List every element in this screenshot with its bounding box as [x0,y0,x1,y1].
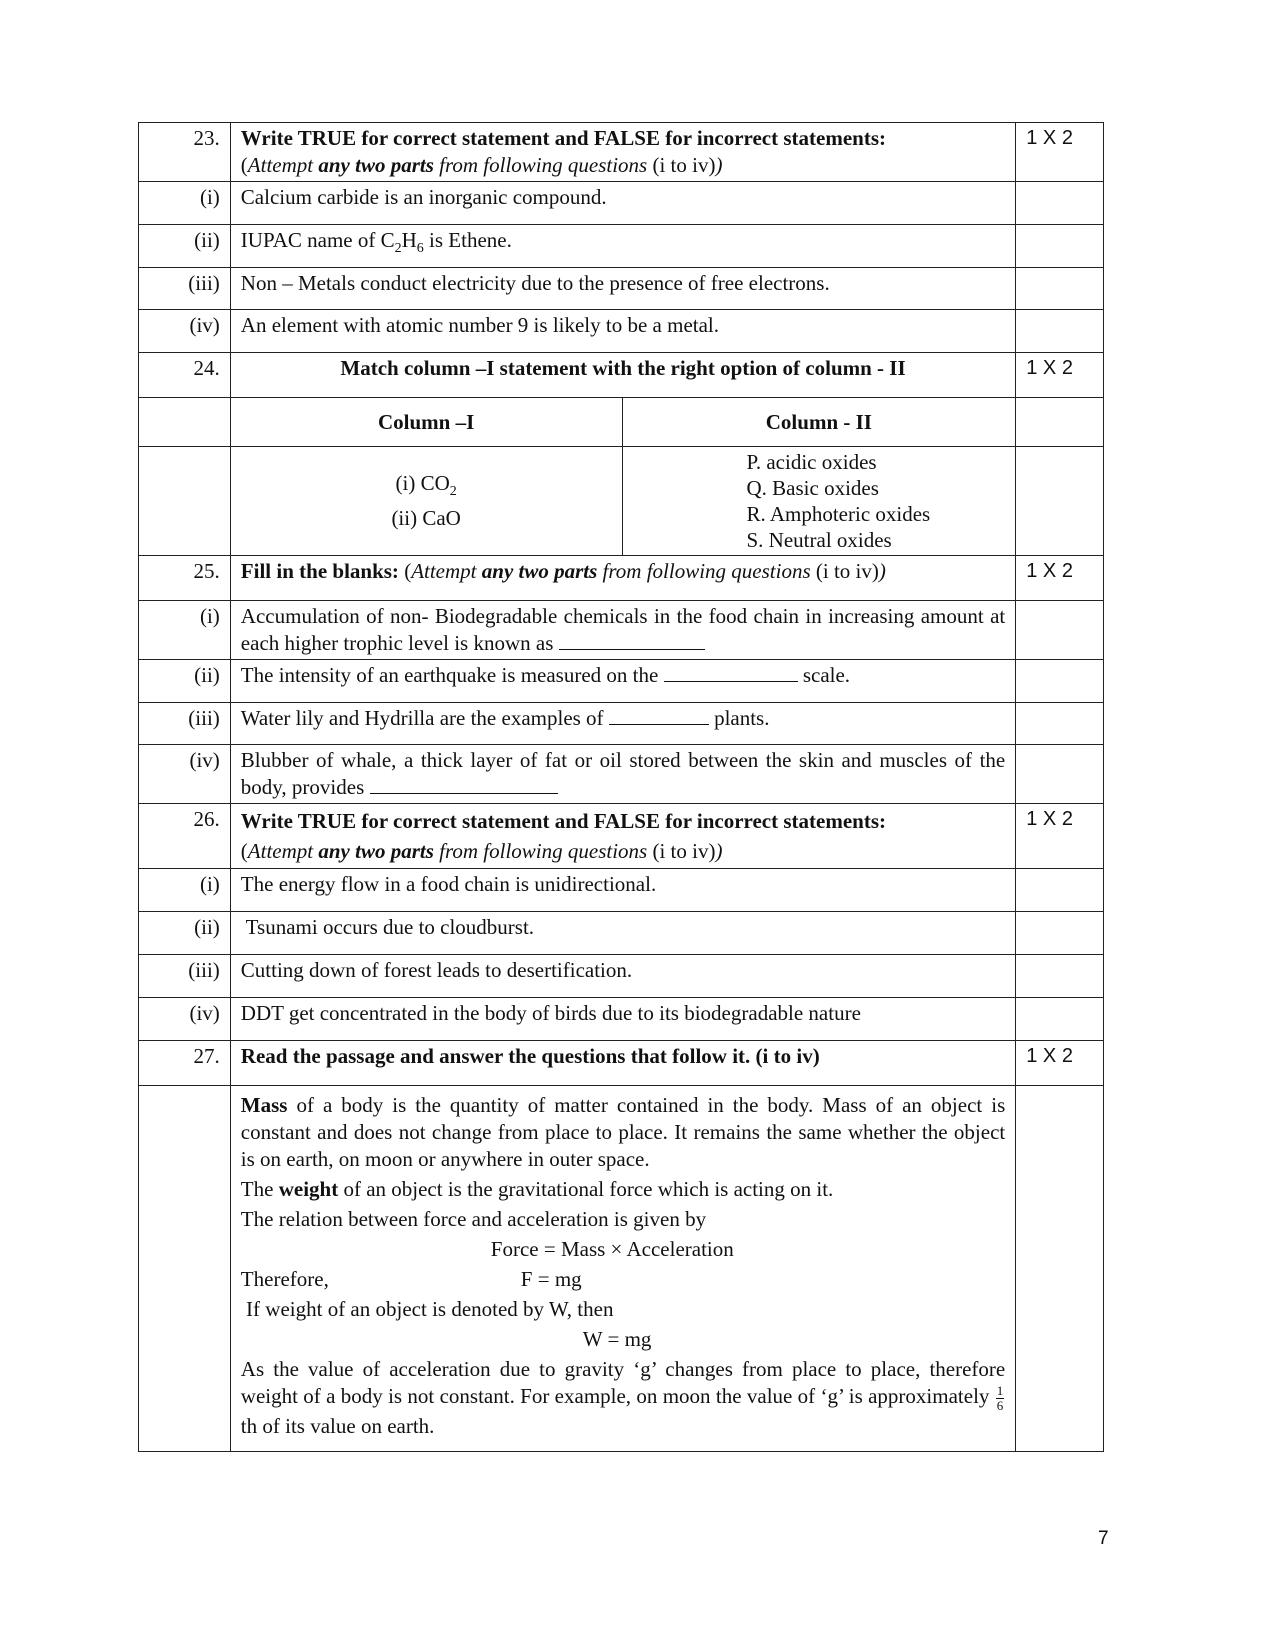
q25-marks: 1 X 2 [1016,556,1104,601]
q26-part-label: (ii) [139,912,231,955]
q26-instr-close: ) [715,839,723,863]
q23-instr-d: (i to iv) [647,153,716,177]
column-1-item [241,505,612,532]
formula-sub: 2 [394,241,402,257]
q23-part-text: Non – Metals conduct electricity due to the presence of free electrons. [230,268,1015,310]
part-text: Water lily and Hydrilla are the examples of [240,706,604,730]
q27-passage-row [139,1086,1104,1452]
part-after: scale. [797,663,851,687]
q25-part-text [230,660,1015,703]
q23-question [230,123,1015,182]
q23-part-text [230,225,1015,268]
column-1-header: Column –I [230,398,622,447]
q23-heading: Write TRUE for correct statement and FALSE for incorrect statements: [240,126,887,150]
empty-cell [139,1086,231,1452]
equation-f-mg: F = mg [520,1267,582,1291]
q25-row [139,556,1104,601]
q26-part-row [139,912,1104,955]
q27-row [139,1041,1104,1086]
q25-instr-b: any two parts [481,559,598,583]
term-mass: Mass [240,1093,288,1117]
column-1-items [230,447,622,556]
q23-part-row [139,225,1104,268]
q25-part-row [139,745,1104,804]
q26-part-row [139,955,1104,998]
q23-part-row [139,310,1104,353]
empty-cell [139,398,231,447]
q26-part-label: (iv) [139,998,231,1041]
q24-column-header-row [139,398,1104,447]
q25-part-label: (iii) [139,703,231,745]
fraction-denominator: 6 [996,1397,1004,1413]
q23-instr-b: any two parts [318,153,434,177]
q26-question [230,804,1015,869]
q23-row [139,123,1104,182]
q23-instr-a: Attempt [247,153,319,177]
q23-marks: 1 X 2 [1016,123,1104,182]
empty-cell [139,447,231,556]
item-text: (i) CO [395,470,450,495]
q27-passage [230,1086,1015,1452]
q25-part-marks [1016,745,1104,804]
part-text: Blubber of whale, a thick layer of fat or oil stored between the skin and muscles of the body, provides [240,748,1006,799]
q25-instr-a: Attempt [411,559,482,583]
q26-instr-c: from following questions [433,839,648,863]
column-2-item: Q. Basic oxides [746,476,879,500]
part-after: plants. [708,706,770,730]
column-2-items [622,447,1016,556]
empty-cell [1016,1086,1104,1452]
fraction-one-sixth [996,1384,1005,1413]
para-text: As the value of acceleration due to gravity ‘g’ changes from place to place, therefore weight of a body is not constant. For example, on moon the value of ‘g’ is approximately [240,1357,1006,1408]
passage-para-2 [241,1176,1005,1203]
q23-part-text: Calcium carbide is an inorganic compound. [230,182,1015,225]
q26-instr-d: (i to iv) [647,839,716,863]
q23-instr-c: from following questions [433,153,648,177]
q23-part-label: (iv) [139,310,231,353]
q24-number: 24. [139,353,231,398]
q23-part-text: An element with atomic number 9 is likely to be a metal. [230,310,1015,353]
q26-part-text: The energy flow in a food chain is unidirectional. [230,869,1015,912]
formula-mid: H [401,228,417,252]
q25-instr-c: from following questions [597,559,811,583]
q25-instr-open: ( [398,559,412,583]
formula-post: is Ethene. [423,228,512,252]
q23-part-label: (ii) [139,225,231,268]
passage-para-6 [241,1356,1005,1440]
para-text: th of its value on earth. [240,1413,435,1438]
formula-sub: 6 [416,241,424,257]
answer-blank [370,776,558,794]
q26-part-row [139,869,1104,912]
passage-para-1 [241,1092,1005,1173]
equation-w-mg: W = mg [582,1327,652,1351]
q26-part-label: (i) [139,869,231,912]
formula-pre: IUPAC name of C [240,228,395,252]
q25-part-label: (iv) [139,745,231,804]
part-text: The intensity of an earthquake is measured on the [240,663,659,687]
q25-part-marks [1016,703,1104,745]
q25-part-row [139,703,1104,745]
q25-part-text [230,745,1015,804]
q25-part-row [139,660,1104,703]
para-text: Therefore, [240,1267,329,1291]
q25-part-label: (ii) [139,660,231,703]
q25-instr-d: (i to iv) [810,559,879,583]
part-text: Accumulation of non- Biodegradable chemicals in the food chain in increasing amount at each higher trophic level is known as [240,604,1006,655]
q25-part-text [230,601,1015,660]
column-2-header: Column - II [622,398,1016,447]
answer-blank [559,632,705,650]
column-2-item: S. Neutral oxides [746,528,892,552]
q26-part-row [139,998,1104,1041]
q23-part-label: (i) [139,182,231,225]
answer-blank [664,664,798,682]
term-weight: weight [278,1177,339,1201]
para-text: of a body is the quantity of matter contained in the body. Mass of an object is constant and does not change from place to place. It remains the same whether the object is on earth, on moon or anywhere in outer space. [240,1093,1006,1171]
q26-instr-b: any two parts [318,839,434,863]
q25-instr-close: ) [878,559,886,583]
q26-heading: Write TRUE for correct statement and FALSE for incorrect statements: [240,809,887,833]
q26-part-marks [1016,912,1104,955]
q24-match-row [139,447,1104,556]
q27-heading: Read the passage and answer the questions that follow it. (i to iv) [230,1041,1015,1086]
q23-part-marks [1016,225,1104,268]
q25-heading: Fill in the blanks: [240,559,399,583]
q25-part-label: (i) [139,601,231,660]
item-sub: 2 [449,484,457,500]
q25-question [230,556,1015,601]
q24-marks: 1 X 2 [1016,353,1104,398]
q23-part-row [139,182,1104,225]
para-text: The [240,1177,279,1201]
q26-instr-a: Attempt [247,839,319,863]
empty-cell [1016,447,1104,556]
q23-instr-open: ( [240,153,248,177]
q26-row [139,804,1104,869]
q25-part-text [230,703,1015,745]
q26-part-text: DDT get concentrated in the body of birds due to its biodegradable nature [230,998,1015,1041]
empty-cell [1016,398,1104,447]
q26-part-marks [1016,955,1104,998]
fraction-numerator: 1 [996,1382,1004,1398]
q23-instr-close: ) [715,153,723,177]
q26-part-text: Tsunami occurs due to cloudburst. [230,912,1015,955]
q26-part-marks [1016,869,1104,912]
item-text: (ii) CaO [391,506,461,531]
q26-part-label: (iii) [139,955,231,998]
q23-part-marks [1016,310,1104,353]
q26-instr-open: ( [240,839,248,863]
q26-part-marks [1016,998,1104,1041]
q23-part-row [139,268,1104,310]
q26-part-text: Cutting down of forest leads to desertification. [230,955,1015,998]
column-2-item: R. Amphoteric oxides [746,502,931,526]
q25-part-marks [1016,660,1104,703]
equation-force: Force = Mass × Acceleration [490,1237,734,1261]
q24-heading: Match column –I statement with the right option of column - II [230,353,1015,398]
q27-marks: 1 X 2 [1016,1041,1104,1086]
passage-para-3: The relation between force and acceleration is given by [240,1207,707,1231]
q26-number: 26. [139,804,231,869]
q27-number: 27. [139,1041,231,1086]
q23-part-marks [1016,182,1104,225]
q25-part-row [139,601,1104,660]
question-table [138,122,1104,1452]
page-number: 7 [1098,1528,1109,1549]
passage-para-5: If weight of an object is denoted by W, then [240,1297,614,1321]
column-1-item [241,470,612,505]
q23-number: 23. [139,123,231,182]
q25-number: 25. [139,556,231,601]
q26-marks: 1 X 2 [1016,804,1104,869]
answer-blank [609,707,709,725]
q25-part-marks [1016,601,1104,660]
column-2-item: P. acidic oxides [746,450,877,474]
para-text: of an object is the gravitational force which is acting on it. [338,1177,834,1201]
q24-row [139,353,1104,398]
passage-para-4 [241,1266,1005,1293]
q23-part-marks [1016,268,1104,310]
q23-part-label: (iii) [139,268,231,310]
